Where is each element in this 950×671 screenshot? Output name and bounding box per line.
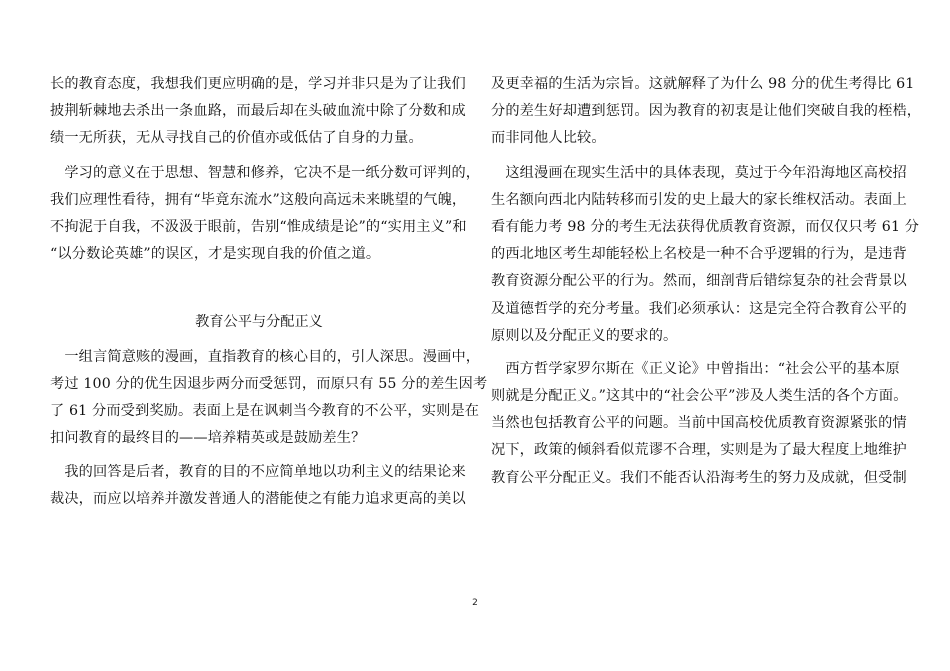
text-line: 的西北地区考生却能轻松上名校是一种不合乎逻辑的行为，是违背: [491, 246, 907, 263]
text-line: 我的回答是后者，教育的目的不应简单地以功利主义的结果论来: [50, 464, 466, 481]
text-line: 教育公平分配正义。我们不能否认沿海考生的努力及成就，但受制: [491, 469, 907, 486]
text-line: “以分数论英雄”的误区，才是实现自我的价值之道。: [50, 246, 381, 263]
text-line: 及更幸福的生活为宗旨。这就解释了为什么 98 分的优生考得比 61: [491, 76, 915, 92]
text-line: 况下，政策的倾斜看似荒谬不合理，实则是为了最大程度上地维护: [491, 442, 907, 459]
text-line: 扣问教育的最终目的——培养精英或是鼓励差生？: [50, 430, 366, 447]
paragraph-answer: [50, 459, 466, 513]
text-line: 而非同他人比较。: [491, 130, 606, 147]
text-line: 生名额向西北内陆转移而引发的史上最大的家长维权活动。表面上: [491, 191, 907, 208]
text-line: 及道德哲学的充分考量。我们必须承认：这是完全符合教育公平的: [491, 300, 907, 317]
text-line: 长的教育态度，我想我们更应明确的是，学习并非只是为了让我们: [50, 76, 466, 92]
paragraph-meaning-of-learning: [50, 160, 481, 269]
page-number: 2: [472, 598, 478, 608]
text-line: 绩一无所获，无从寻找自己的价值亦或低估了自身的力量。: [50, 130, 423, 147]
text-line: 原则以及分配正义的要求的。: [491, 327, 678, 344]
text-line: 我们应理性看待，拥有“毕竟东流水”这般向高远未来眺望的气魄，: [50, 191, 467, 208]
paragraph-attitude: [50, 71, 466, 153]
text-line: 西方哲学家罗尔斯在《正义论》中曾指出：“社会公平的基本原: [491, 360, 900, 377]
text-line: 学习的意义在于思想、智慧和修养，它决不是一纸分数可评判的，: [50, 164, 481, 181]
text-line: 看有能力考 98 分的考生无法获得优质教育资源，而仅仅只考 61 分: [491, 218, 920, 235]
paragraph-real-life: [491, 160, 920, 350]
text-line: 披荆斩棘地去杀出一条血路，而最后却在头破血流中除了分数和成: [50, 103, 466, 120]
paragraph-comic: [50, 344, 488, 453]
text-line: 了 61 分而受到奖励。表面上是在讽刺当今教育的不公平，实则是在: [50, 402, 480, 419]
text-line: 一组言简意赅的漫画，直指教育的核心目的，引人深思。漫画中，: [50, 348, 481, 365]
paragraph-rawls: [491, 356, 906, 492]
text-line: 不拘泥于自我，不汲汲于眼前，告别“惟成绩是论”的“实用主义”和: [50, 218, 467, 235]
right-column: [491, 71, 922, 492]
text-line: 则就是分配正义。”这其中的“社会公平”涉及人类生活的各个方面。: [491, 388, 908, 405]
text-line: 考过 100 分的优生因退步两分而受惩罚，而原只有 55 分的差生因考: [50, 375, 488, 392]
left-column: [50, 71, 488, 514]
text-line: 裁决，而应以培养并激发普通人的潜能使之有能力追求更高的美以: [50, 491, 466, 508]
paragraph-purpose: [491, 71, 922, 153]
text-line: 这组漫画在现实生活中的具体表现，莫过于今年沿海地区高校招: [491, 164, 907, 181]
text-line: 分的差生好却遭到惩罚。因为教育的初衷是让他们突破自我的桎梏，: [491, 103, 922, 120]
text-line: 教育资源分配公平的行为。然而，细剖背后错综复杂的社会背景以: [491, 273, 907, 290]
text-line: 当然也包括教育公平的问题。当前中国高校优质教育资源紧张的情: [491, 415, 907, 432]
section-heading: 教育公平与分配正义: [195, 314, 323, 331]
